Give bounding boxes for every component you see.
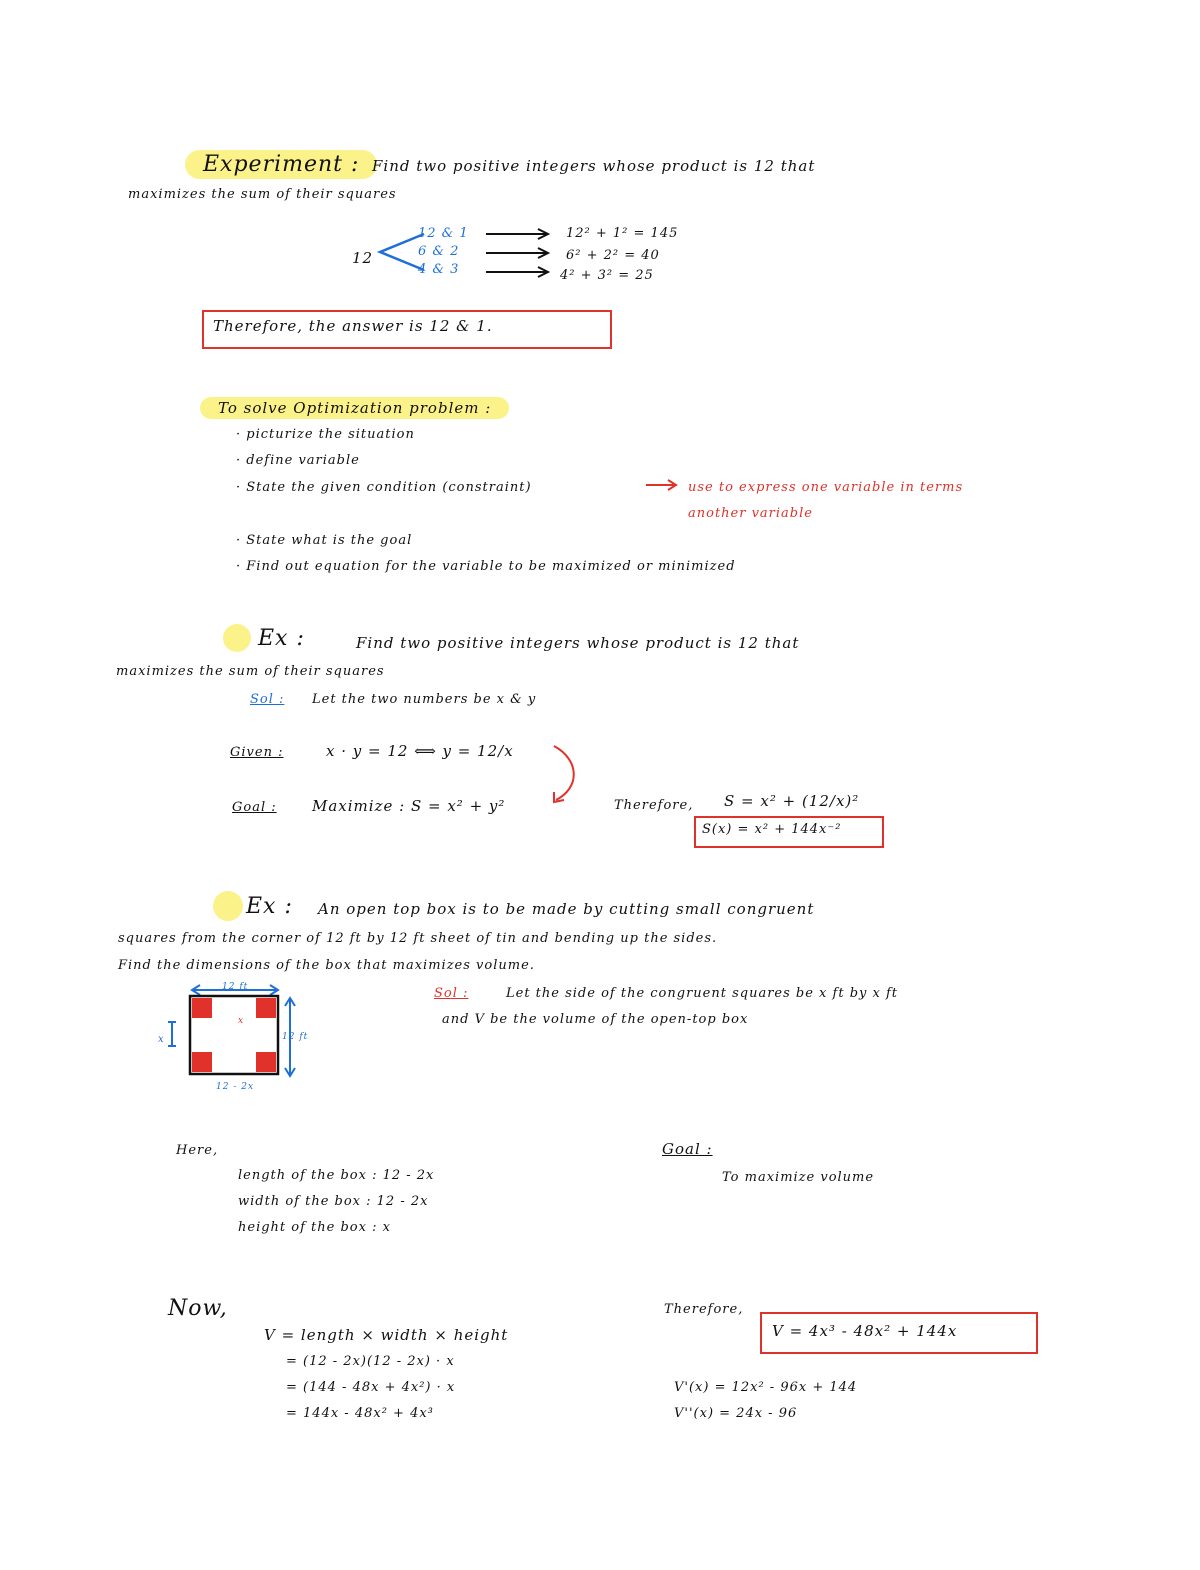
arrow-right-icon xyxy=(644,478,680,492)
arrows-icon xyxy=(482,226,554,282)
ex2-sol-label: Sol : xyxy=(434,986,469,1001)
ex1-label: Ex : xyxy=(258,626,305,651)
ex2-v-double: V''(x) = 24x - 96 xyxy=(674,1406,798,1421)
ex2-line3: Find the dimensions of the box that maximizes volume. xyxy=(118,958,535,973)
constraint-note-line2: another variable xyxy=(688,506,813,521)
conclusion-text: Therefore, the answer is 12 & 1. xyxy=(213,317,493,335)
ex2-therefore: Therefore, xyxy=(664,1302,744,1317)
ex1-goal-eq: Maximize : S = x² + y² xyxy=(312,797,506,815)
highlight-dot xyxy=(223,624,251,652)
dimension-row: length of the box : 12 - 2x xyxy=(238,1168,435,1183)
ex1-therefore: Therefore, xyxy=(614,798,694,813)
ex1-statement-line1: Find two positive integers whose product is 12 that xyxy=(356,634,800,652)
ex2-goal-text: To maximize volume xyxy=(722,1170,875,1185)
step-item: · Find out equation for the variable to be maximized or minimized xyxy=(236,559,736,574)
ex2-line1: An open top box is to be made by cutting small congruent xyxy=(318,900,815,918)
volume-row: = (12 - 2x)(12 - 2x) · x xyxy=(286,1354,455,1369)
experiment-label: Experiment : xyxy=(185,150,377,179)
step-item: · State the given condition (constraint) xyxy=(236,480,532,495)
diagram-corner-label: x xyxy=(238,1016,245,1026)
ex1-s-eq: S = x² + (12/x)² xyxy=(724,792,860,810)
ex2-sol-line2: and V be the volume of the open-top box xyxy=(442,1012,749,1027)
ex2-now-label: Now, xyxy=(168,1296,228,1321)
steps-title: To solve Optimization problem : xyxy=(200,397,509,419)
ex1-final-eq: S(x) = x² + 144x⁻² xyxy=(702,822,842,837)
ex2-v-prime: V'(x) = 12x² - 96x + 144 xyxy=(674,1380,858,1395)
square-sum: 4² + 3² = 25 xyxy=(560,268,654,283)
volume-row: V = length × width × height xyxy=(264,1326,509,1344)
volume-row: = (144 - 48x + 4x²) · x xyxy=(286,1380,456,1395)
volume-row: = 144x - 48x² + 4x³ xyxy=(286,1406,434,1421)
diagram-top-label: 12 ft xyxy=(222,982,249,992)
square-sum: 6² + 2² = 40 xyxy=(566,248,660,263)
step-item: · picturize the situation xyxy=(236,427,415,442)
factor-pair: 4 & 3 xyxy=(418,262,460,277)
diagram-right-label: 12 ft xyxy=(282,1032,309,1042)
constraint-note-line1: use to express one variable in terms xyxy=(688,480,964,495)
ex2-goal-label: Goal : xyxy=(662,1140,713,1158)
factor-pair: 6 & 2 xyxy=(418,244,460,259)
step-item: · State what is the goal xyxy=(236,533,413,548)
highlight-dot xyxy=(213,891,243,921)
experiment-statement-line2: maximizes the sum of their squares xyxy=(128,187,397,202)
ex2-line2: squares from the corner of 12 ft by 12 ft sheet of tin and bending up the sides. xyxy=(118,931,718,946)
step-item: · define variable xyxy=(236,453,360,468)
factor-pair: 12 & 1 xyxy=(418,226,469,241)
square-sum: 12² + 1² = 145 xyxy=(566,226,679,241)
ex2-sol-line1: Let the side of the congruent squares be x ft by x ft xyxy=(506,986,898,1001)
ex1-sol-label: Sol : xyxy=(250,692,285,707)
factor-root: 12 xyxy=(352,249,374,267)
ex1-sol-text: Let the two numbers be x & y xyxy=(312,692,537,707)
ex2-label: Ex : xyxy=(246,894,293,919)
ex1-given-eq: x · y = 12 ⟺ y = 12/x xyxy=(326,742,514,760)
dimension-row: width of the box : 12 - 2x xyxy=(238,1194,429,1209)
curve-arrow-icon xyxy=(548,742,582,806)
experiment-statement-line1: Find two positive integers whose product is 12 that xyxy=(372,157,816,175)
ex1-given-label: Given : xyxy=(230,745,284,760)
ex2-v-final: V = 4x³ - 48x² + 144x xyxy=(772,1322,958,1340)
ex1-goal-label: Goal : xyxy=(232,800,277,815)
diagram-bottom-label: 12 - 2x xyxy=(216,1082,255,1092)
diagram-left-label: x xyxy=(158,1034,165,1045)
dimension-row: height of the box : x xyxy=(238,1220,391,1235)
ex2-here-label: Here, xyxy=(176,1143,219,1158)
ex1-statement-line2: maximizes the sum of their squares xyxy=(116,664,385,679)
